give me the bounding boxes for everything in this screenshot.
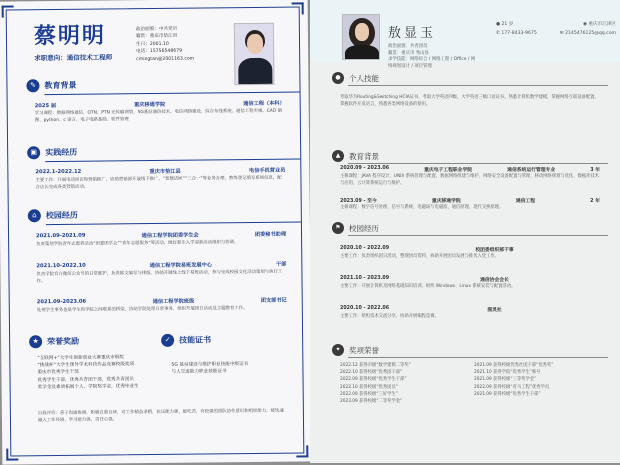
award-item: 2022.09 获得校级“三好学生” xyxy=(340,391,398,397)
section-awards xyxy=(332,344,379,356)
campus-role: 团支部书记 xyxy=(260,297,287,304)
candidate-name: 蔡明明 xyxy=(33,23,107,50)
contact-info xyxy=(496,20,616,38)
section-campus xyxy=(28,209,78,223)
edu-major: 通信系统运行管理专业 xyxy=(507,168,556,173)
section-title: 个人技能 xyxy=(349,73,379,83)
campus-date: 2021.09-2021.09 xyxy=(36,232,86,240)
campus-org: 校团委组织部干事 xyxy=(475,248,514,253)
location: ◉ 重庆市江津区 xyxy=(582,22,616,27)
award-item: 2021.09 获得校级“优秀学生干部” xyxy=(474,391,541,397)
edu-date: 2023.09 - 至今 xyxy=(340,199,377,204)
section-skills xyxy=(161,333,211,347)
award-item: 2021.09 获得校级“三等奖学金” xyxy=(474,377,537,383)
campus-org: 通信工程学院易班发展中心 xyxy=(149,262,213,270)
candidate-name: 敖显玉 xyxy=(388,26,437,41)
section-title: 技能证书 xyxy=(179,335,212,345)
info-line: 政治面貌：共青团员 xyxy=(388,44,428,49)
award-item: 2023.09 获得校级“二等奖学金” xyxy=(340,399,403,405)
mail-icon: ✉ xyxy=(559,31,566,36)
graduation-cap-icon: ▲ xyxy=(332,150,344,162)
edu-school: 重庆移通学院 xyxy=(134,101,166,109)
profile-photo xyxy=(342,14,380,60)
practice-date: 2022.1-2022.12 xyxy=(35,168,82,176)
location-icon: ◉ xyxy=(582,22,589,27)
practice-role: 电信手机营业员 xyxy=(249,167,286,175)
profile-photo xyxy=(234,23,275,85)
campus-date: 2020.10 - 2022.06 xyxy=(340,306,390,311)
section-title: 教育背景 xyxy=(44,80,77,91)
award-item: 2022.10 获得校级“优秀团员” xyxy=(340,384,398,390)
section-education xyxy=(26,79,76,93)
honor-item: 优秀学生干部，优秀共青团干部，优秀共青团员 xyxy=(37,376,135,383)
edu-school: 重庆电子工程职业学院 xyxy=(424,168,473,173)
edu-row xyxy=(340,197,600,204)
campus-text: 主要工作：组织技术交流分享，协助开展编程竞赛。 xyxy=(340,314,439,319)
edu-courses: 学习课程：数据网络通信，OTN，PTN 光传输网管，5G基站通信技术、电信网络建设、综合布线系统、通信工程实施、CAD 制图、python、c 语言、电子电路基础、软件管理 xyxy=(34,108,283,123)
awards-col-2 xyxy=(474,362,614,398)
edu-date: 2025 届 xyxy=(34,103,57,110)
campus-text: 负责学院官方微信公众号的日常维护，负责推文编写与排版，协助开展线上线下易班活动，参与完成校园文化活动策划与执行工作。 xyxy=(36,269,283,284)
section-practice xyxy=(27,146,77,160)
section-skills xyxy=(332,72,379,84)
edu-courses: 主修课程：数字信号处理、信号与系统、电磁场与电磁波、通信原理、现代交换原理。 xyxy=(340,205,504,210)
person-icon: ● xyxy=(496,22,502,27)
certificate-icon: ✓ xyxy=(161,334,174,347)
award-item: 2022.12 获得市级“数学建模二等奖” xyxy=(340,363,411,368)
section-campus xyxy=(332,222,379,234)
section-honors xyxy=(29,335,79,349)
edu-major: 通信工程（本科） xyxy=(243,100,285,108)
email: ✉ 2145476125@qq.com xyxy=(559,31,616,36)
honor-item: 奖学金及素质拓展个人，学院奖学金，优秀毕业生 xyxy=(37,383,139,391)
section-education xyxy=(332,150,379,162)
award-item: 2022.09 获得校级“优秀学生干部” xyxy=(340,377,407,383)
edu-degree: 2 年 xyxy=(590,199,600,204)
skill-item: 与人交流能力职业技能证书 xyxy=(171,369,227,376)
award-item: 2021.10 获得学院“优秀学生”称号 xyxy=(474,370,541,376)
campus-date: 2021.10 - 2023.09 xyxy=(340,276,390,281)
edu-major: 通信工程 xyxy=(515,199,536,204)
phone: ✆ 177-8433-9675 xyxy=(496,31,537,36)
campus-row xyxy=(340,246,600,253)
info-line: 籍贯：重庆市垫江县 xyxy=(135,34,178,40)
practice-text: 主要工作：开展电话回访和营销推广，协助营销部开展线下推广，“智慧话匣”“三合一”等业务办理，熟练登记填写系统信息，配合店长完成各类营销活动。 xyxy=(35,175,282,190)
section-title: 校园经历 xyxy=(349,223,379,233)
campus-org: 通信工程学院团委学生会 xyxy=(141,232,199,240)
info-line: 籍贯：重庆市 秀山县 xyxy=(388,50,429,56)
skills-text: 考取华为Routing&Switching HCIA证书，考取大学英语四级，大学英语三级口语证书。熟悉计算机数学建模，掌握网络互联设备配置，掌握软件开发语言，熟悉各类网络设备的使用。 xyxy=(340,95,599,107)
award-item: 2022.10 获得校级“优秀团干部” xyxy=(340,370,403,376)
campus-text: 负责策划学院青年志愿者活动“团委团学会”“青年志愿服务”等活动，做好新生入学迎新活动组织与协调。 xyxy=(36,240,239,248)
section-title: 教育背景 xyxy=(349,151,379,161)
practice-org: 重庆市垫江县 xyxy=(149,168,181,176)
campus-text: 主要工作：开展计算机及网络基础知识培训，组织 Windows、Linux 系统安装与配置活动。 xyxy=(340,284,516,289)
school-icon: ⌂ xyxy=(28,209,41,222)
section-title: 荣誉奖励 xyxy=(47,336,80,347)
honor-list xyxy=(37,354,157,391)
age: ● 21 岁 xyxy=(496,22,514,27)
user-icon: ● xyxy=(332,72,344,84)
self-evaluation: 自我评价：善于沟通协调，积极自重自律，对工作精益求精，抗压能力强，能吃苦，有较强的团队协作意识和组织能力，能快速融入工作环境，学习能力强，责任心强。 xyxy=(37,408,284,423)
info-line: 电话：15756548679 xyxy=(136,48,183,55)
campus-role: 干部 xyxy=(275,261,287,268)
campus-text: 处理学生事务也是学生和学院之间联系的桥梁，协助学院处理日常事务，组织开展团日活动及主题教育工作。 xyxy=(36,306,248,314)
award-item: 2022.09 获得校级“青马工程”优秀学员 xyxy=(474,384,550,390)
personal-info xyxy=(136,25,231,63)
edu-row xyxy=(340,166,600,173)
corner-ornament xyxy=(2,5,14,17)
campus-org: 通信工程学院班级 xyxy=(152,298,195,306)
campus-row xyxy=(340,306,600,313)
skill-item: 5G 基站建设与维护职业技能中级证书 xyxy=(171,362,249,368)
briefcase-icon: ▣ xyxy=(27,146,40,159)
edu-courses: 主修课程：JAVA 程序设计、UNIX 系统管理与配置、数据网络组建与维护、网络安全设备配置与管理、移动网络规划与优化、数据库技术与应用、云计算系统运行与维护。 xyxy=(340,174,600,186)
section-title: 校园经历 xyxy=(45,210,78,221)
job-objective: 求职意向：通信技术工程师 xyxy=(34,53,113,63)
campus-org: 通信协会会长 xyxy=(480,278,509,283)
campus-role: 团委秘书助理 xyxy=(254,231,287,238)
campus-date: 2020.10 - 2022.09 xyxy=(340,246,390,251)
corner-ornament xyxy=(296,445,308,457)
info-line: cmingtan@2001163.com xyxy=(136,56,195,62)
trophy-icon: ★ xyxy=(29,335,42,348)
flag-icon: ⚑ xyxy=(332,222,344,234)
campus-date: 2021.10-2022.10 xyxy=(36,262,86,270)
edu-school: 重庆移通学院 xyxy=(431,199,461,204)
edu-date: 2020.09 - 2023.06 xyxy=(340,166,390,171)
info-line: 政治面貌：中共党员 xyxy=(135,26,178,33)
phone-icon: ✆ xyxy=(496,31,502,36)
info-line: 求学技能：网络综合 / 网络工程 / Office / 网络规划设计 / 项目管理 xyxy=(388,57,476,69)
section-title: 奖项荣誉 xyxy=(349,345,379,355)
skills-list xyxy=(171,361,281,377)
edu-degree: 3 年 xyxy=(590,168,600,173)
info-line: 生日：2001.10 xyxy=(136,41,169,48)
personal-info xyxy=(388,44,478,70)
corner-ornament xyxy=(292,2,304,14)
campus-text: 主要工作：负责组织团日活动，整理团员资料，协助开展团员发展与推优入党工作。 xyxy=(340,254,499,259)
education-icon: ✎ xyxy=(26,79,39,92)
section-title: 实践经历 xyxy=(45,147,78,158)
corner-ornament xyxy=(6,448,18,460)
honor-item: “挑战杯”大学生课外学术科技作品竞赛校级奖项 xyxy=(37,362,135,369)
campus-row xyxy=(340,276,600,283)
medal-icon: ✦ xyxy=(332,344,344,356)
campus-org: 图灵社 xyxy=(487,308,502,313)
honor-item: “互联网+”大学生创新创业大赛重庆市铜奖 xyxy=(37,355,125,362)
awards-col-1 xyxy=(340,362,470,405)
resume-right-page xyxy=(310,0,620,463)
award-item: 2021.09 获得校级优秀社团干部“优秀奖” xyxy=(474,363,554,368)
campus-date: 2021.09-2023.06 xyxy=(36,298,87,306)
honor-item: 重庆市优秀学生干部 xyxy=(37,370,79,376)
